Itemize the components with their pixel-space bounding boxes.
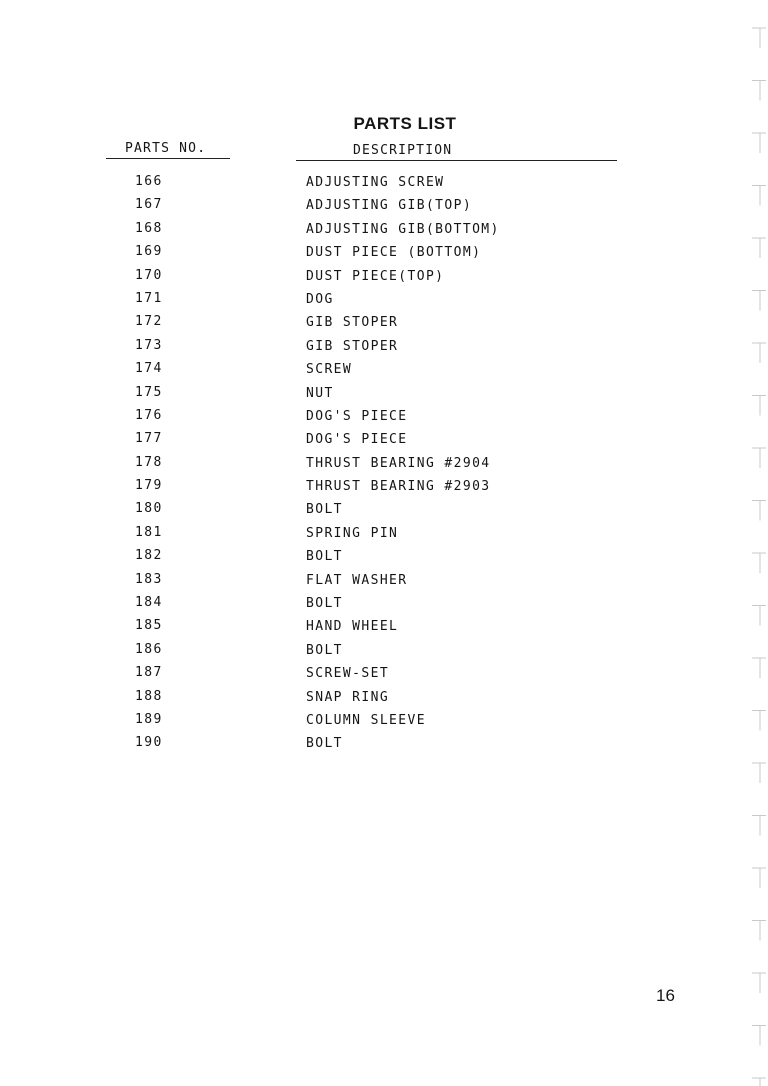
- part-description: GIB STOPER: [306, 338, 399, 354]
- page-title: PARTS LIST: [353, 114, 457, 133]
- part-number: 175: [135, 384, 163, 400]
- binder-edge-svg: [740, 0, 768, 1086]
- parts-table: [0, 174, 768, 759]
- description-column-header: DESCRIPTION: [353, 143, 453, 158]
- part-description: DOG'S PIECE: [306, 408, 408, 424]
- part-description: SNAP RING: [306, 689, 390, 705]
- table-row: [0, 572, 768, 595]
- table-row: [0, 735, 768, 758]
- part-number: 184: [135, 595, 163, 611]
- part-description: DUST PIECE (BOTTOM): [306, 245, 482, 261]
- table-row: [0, 712, 768, 735]
- part-number: 169: [135, 244, 163, 260]
- part-description: SCREW: [306, 362, 353, 378]
- part-description: DUST PIECE(TOP): [306, 268, 445, 284]
- part-description: SCREW-SET: [306, 666, 390, 682]
- part-description: ADJUSTING SCREW: [306, 175, 445, 190]
- part-description: NUT: [306, 385, 334, 401]
- part-description: THRUST BEARING #2903: [306, 479, 491, 495]
- table-row: [0, 244, 768, 267]
- table-row: [0, 689, 768, 712]
- part-description: GIB STOPER: [306, 315, 399, 331]
- part-number: 176: [135, 407, 163, 423]
- part-number: 173: [135, 337, 163, 353]
- table-row: [0, 268, 768, 291]
- part-number: 185: [135, 618, 163, 634]
- part-number: 167: [135, 197, 163, 213]
- part-description: COLUMN SLEEVE: [306, 712, 426, 728]
- parts-no-underline: [106, 158, 230, 159]
- table-row: [0, 431, 768, 454]
- table-row: [0, 548, 768, 571]
- table-row: [0, 291, 768, 314]
- table-row: [0, 478, 768, 501]
- part-description: FLAT WASHER: [306, 572, 408, 588]
- part-number: 180: [135, 501, 163, 517]
- part-number: 183: [135, 571, 163, 587]
- table-row: [0, 455, 768, 478]
- table-row: [0, 595, 768, 618]
- part-number: 168: [135, 220, 163, 236]
- part-description: THRUST BEARING #2904: [306, 455, 491, 471]
- table-row: [0, 408, 768, 431]
- table-row: [0, 618, 768, 641]
- part-description: BOLT: [306, 549, 343, 565]
- part-description: BOLT: [306, 736, 343, 752]
- table-row: [0, 525, 768, 548]
- binder-edge-marks: [740, 0, 768, 1086]
- part-number: 166: [135, 174, 163, 189]
- part-number: 174: [135, 361, 163, 377]
- part-description: ADJUSTING GIB(TOP): [306, 198, 473, 214]
- page-number: 16: [656, 986, 675, 1005]
- part-number: 189: [135, 711, 163, 727]
- table-row: [0, 338, 768, 361]
- table-row: [0, 385, 768, 408]
- part-number: 172: [135, 314, 163, 330]
- part-number: 181: [135, 524, 163, 540]
- part-number: 170: [135, 267, 163, 283]
- part-description: BOLT: [306, 502, 343, 518]
- table-row: [0, 361, 768, 384]
- table-row: [0, 665, 768, 688]
- table-row: [0, 174, 768, 197]
- part-number: 182: [135, 548, 163, 564]
- table-row: [0, 501, 768, 524]
- table-row: [0, 642, 768, 665]
- part-number: 188: [135, 688, 163, 704]
- table-row: [0, 197, 768, 220]
- part-number: 187: [135, 665, 163, 681]
- part-number: 177: [135, 431, 163, 447]
- part-number: 190: [135, 735, 163, 751]
- table-row: [0, 314, 768, 337]
- table-row: [0, 221, 768, 244]
- part-description: ADJUSTING GIB(BOTTOM): [306, 221, 500, 237]
- part-number: 179: [135, 478, 163, 494]
- part-number: 171: [135, 290, 163, 306]
- part-description: SPRING PIN: [306, 525, 399, 541]
- part-description: DOG'S PIECE: [306, 432, 408, 448]
- part-number: 178: [135, 454, 163, 470]
- parts-no-column-header: PARTS NO.: [125, 141, 207, 156]
- part-number: 186: [135, 641, 163, 657]
- part-description: BOLT: [306, 596, 343, 612]
- part-description: DOG: [306, 291, 334, 307]
- part-description: HAND WHEEL: [306, 619, 399, 635]
- description-underline: [296, 160, 617, 161]
- part-description: BOLT: [306, 642, 343, 658]
